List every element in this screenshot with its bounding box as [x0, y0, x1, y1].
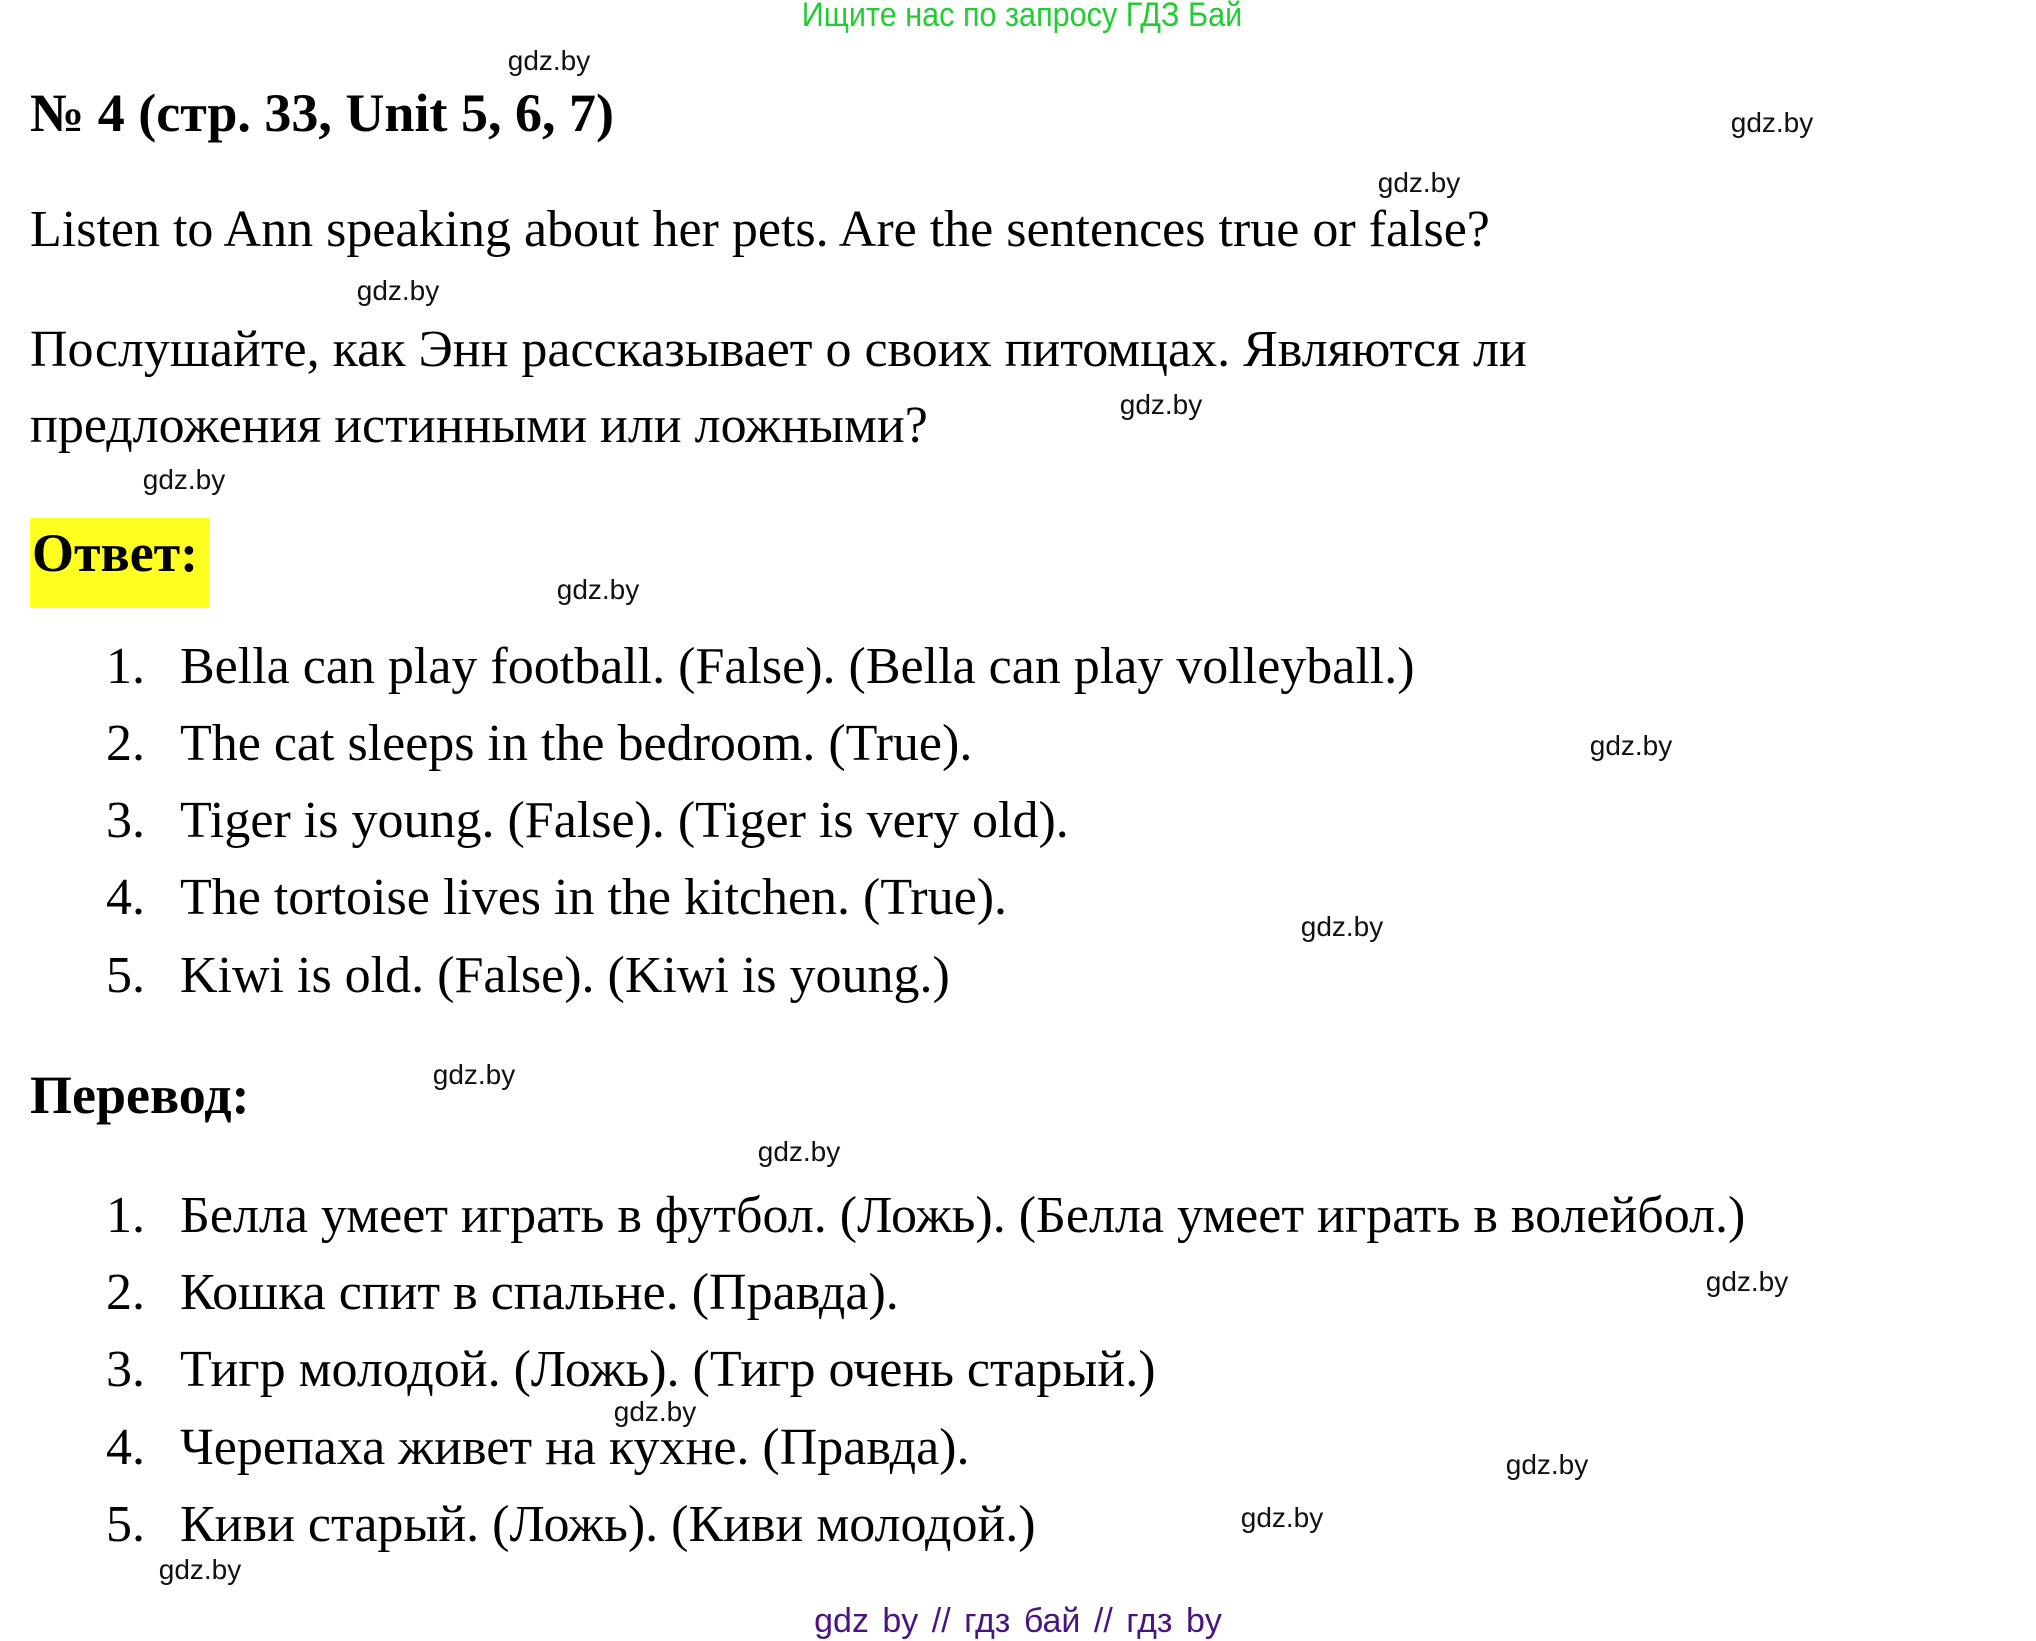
answer-item: The cat sleeps in the bedroom. (True).	[180, 715, 973, 772]
translation-item: Киви старый. (Ложь). (Киви молодой.)	[180, 1496, 1036, 1553]
answer-number: 3.	[106, 792, 145, 849]
translation-item: Черепаха живет на кухне. (Правда).	[180, 1419, 970, 1476]
translation-number: 2.	[106, 1264, 145, 1321]
watermark: gdz.by	[1730, 107, 1814, 138]
search-banner: Ищите нас по запросу ГДЗ Бай	[801, 0, 1243, 34]
watermark: gdz.by	[757, 1136, 841, 1167]
watermark: gdz.by	[1119, 389, 1203, 420]
translation-number: 5.	[106, 1496, 145, 1553]
watermark: gdz.by	[556, 574, 640, 605]
answer-item: Kiwi is old. (False). (Kiwi is young.)	[180, 947, 950, 1004]
answer-item: Bella can play football. (False). (Bella can play volleyball.)	[180, 638, 1415, 695]
footer-brand: gdz by // гдз бай // гдз by	[814, 1602, 1222, 1640]
answer-number: 2.	[106, 715, 145, 772]
answer-number: 4.	[106, 869, 145, 926]
translation-item: Кошка спит в спальне. (Правда).	[180, 1264, 899, 1321]
answer-heading: Ответ:	[32, 523, 199, 583]
instruction-english: Listen to Ann speaking about her pets. Are the sentences true or false?	[30, 201, 1490, 258]
answer-number: 5.	[106, 947, 145, 1004]
watermark: gdz.by	[1240, 1502, 1324, 1533]
translation-number: 1.	[106, 1187, 145, 1244]
page-title: № 4 (стр. 33, Unit 5, 6, 7)	[30, 83, 614, 143]
watermark: gdz.by	[613, 1396, 697, 1427]
watermark: gdz.by	[507, 45, 591, 76]
answer-item: The tortoise lives in the kitchen. (True).	[180, 869, 1008, 926]
answer-number: 1.	[106, 638, 145, 695]
instruction-russian-line-1: Послушайте, как Энн рассказывает о своих питомцах. Являются ли	[30, 321, 1527, 378]
watermark: gdz.by	[1705, 1266, 1789, 1297]
watermark: gdz.by	[1377, 167, 1461, 198]
translation-item: Белла умеет играть в футбол. (Ложь). (Белла умеет играть в волейбол.)	[180, 1187, 1746, 1244]
watermark: gdz.by	[1505, 1449, 1589, 1480]
watermark: gdz.by	[142, 464, 226, 495]
watermark: gdz.by	[158, 1554, 242, 1585]
watermark: gdz.by	[1300, 911, 1384, 942]
watermark: gdz.by	[356, 275, 440, 306]
watermark: gdz.by	[432, 1059, 516, 1090]
answer-item: Tiger is young. (False). (Tiger is very old).	[180, 792, 1069, 849]
translation-number: 4.	[106, 1419, 145, 1476]
translation-number: 3.	[106, 1341, 145, 1398]
watermark: gdz.by	[1589, 730, 1673, 761]
translation-item: Тигр молодой. (Ложь). (Тигр очень старый.)	[180, 1341, 1156, 1398]
translation-heading: Перевод:	[30, 1065, 250, 1125]
instruction-russian-line-2: предложения истинными или ложными?	[30, 397, 928, 454]
